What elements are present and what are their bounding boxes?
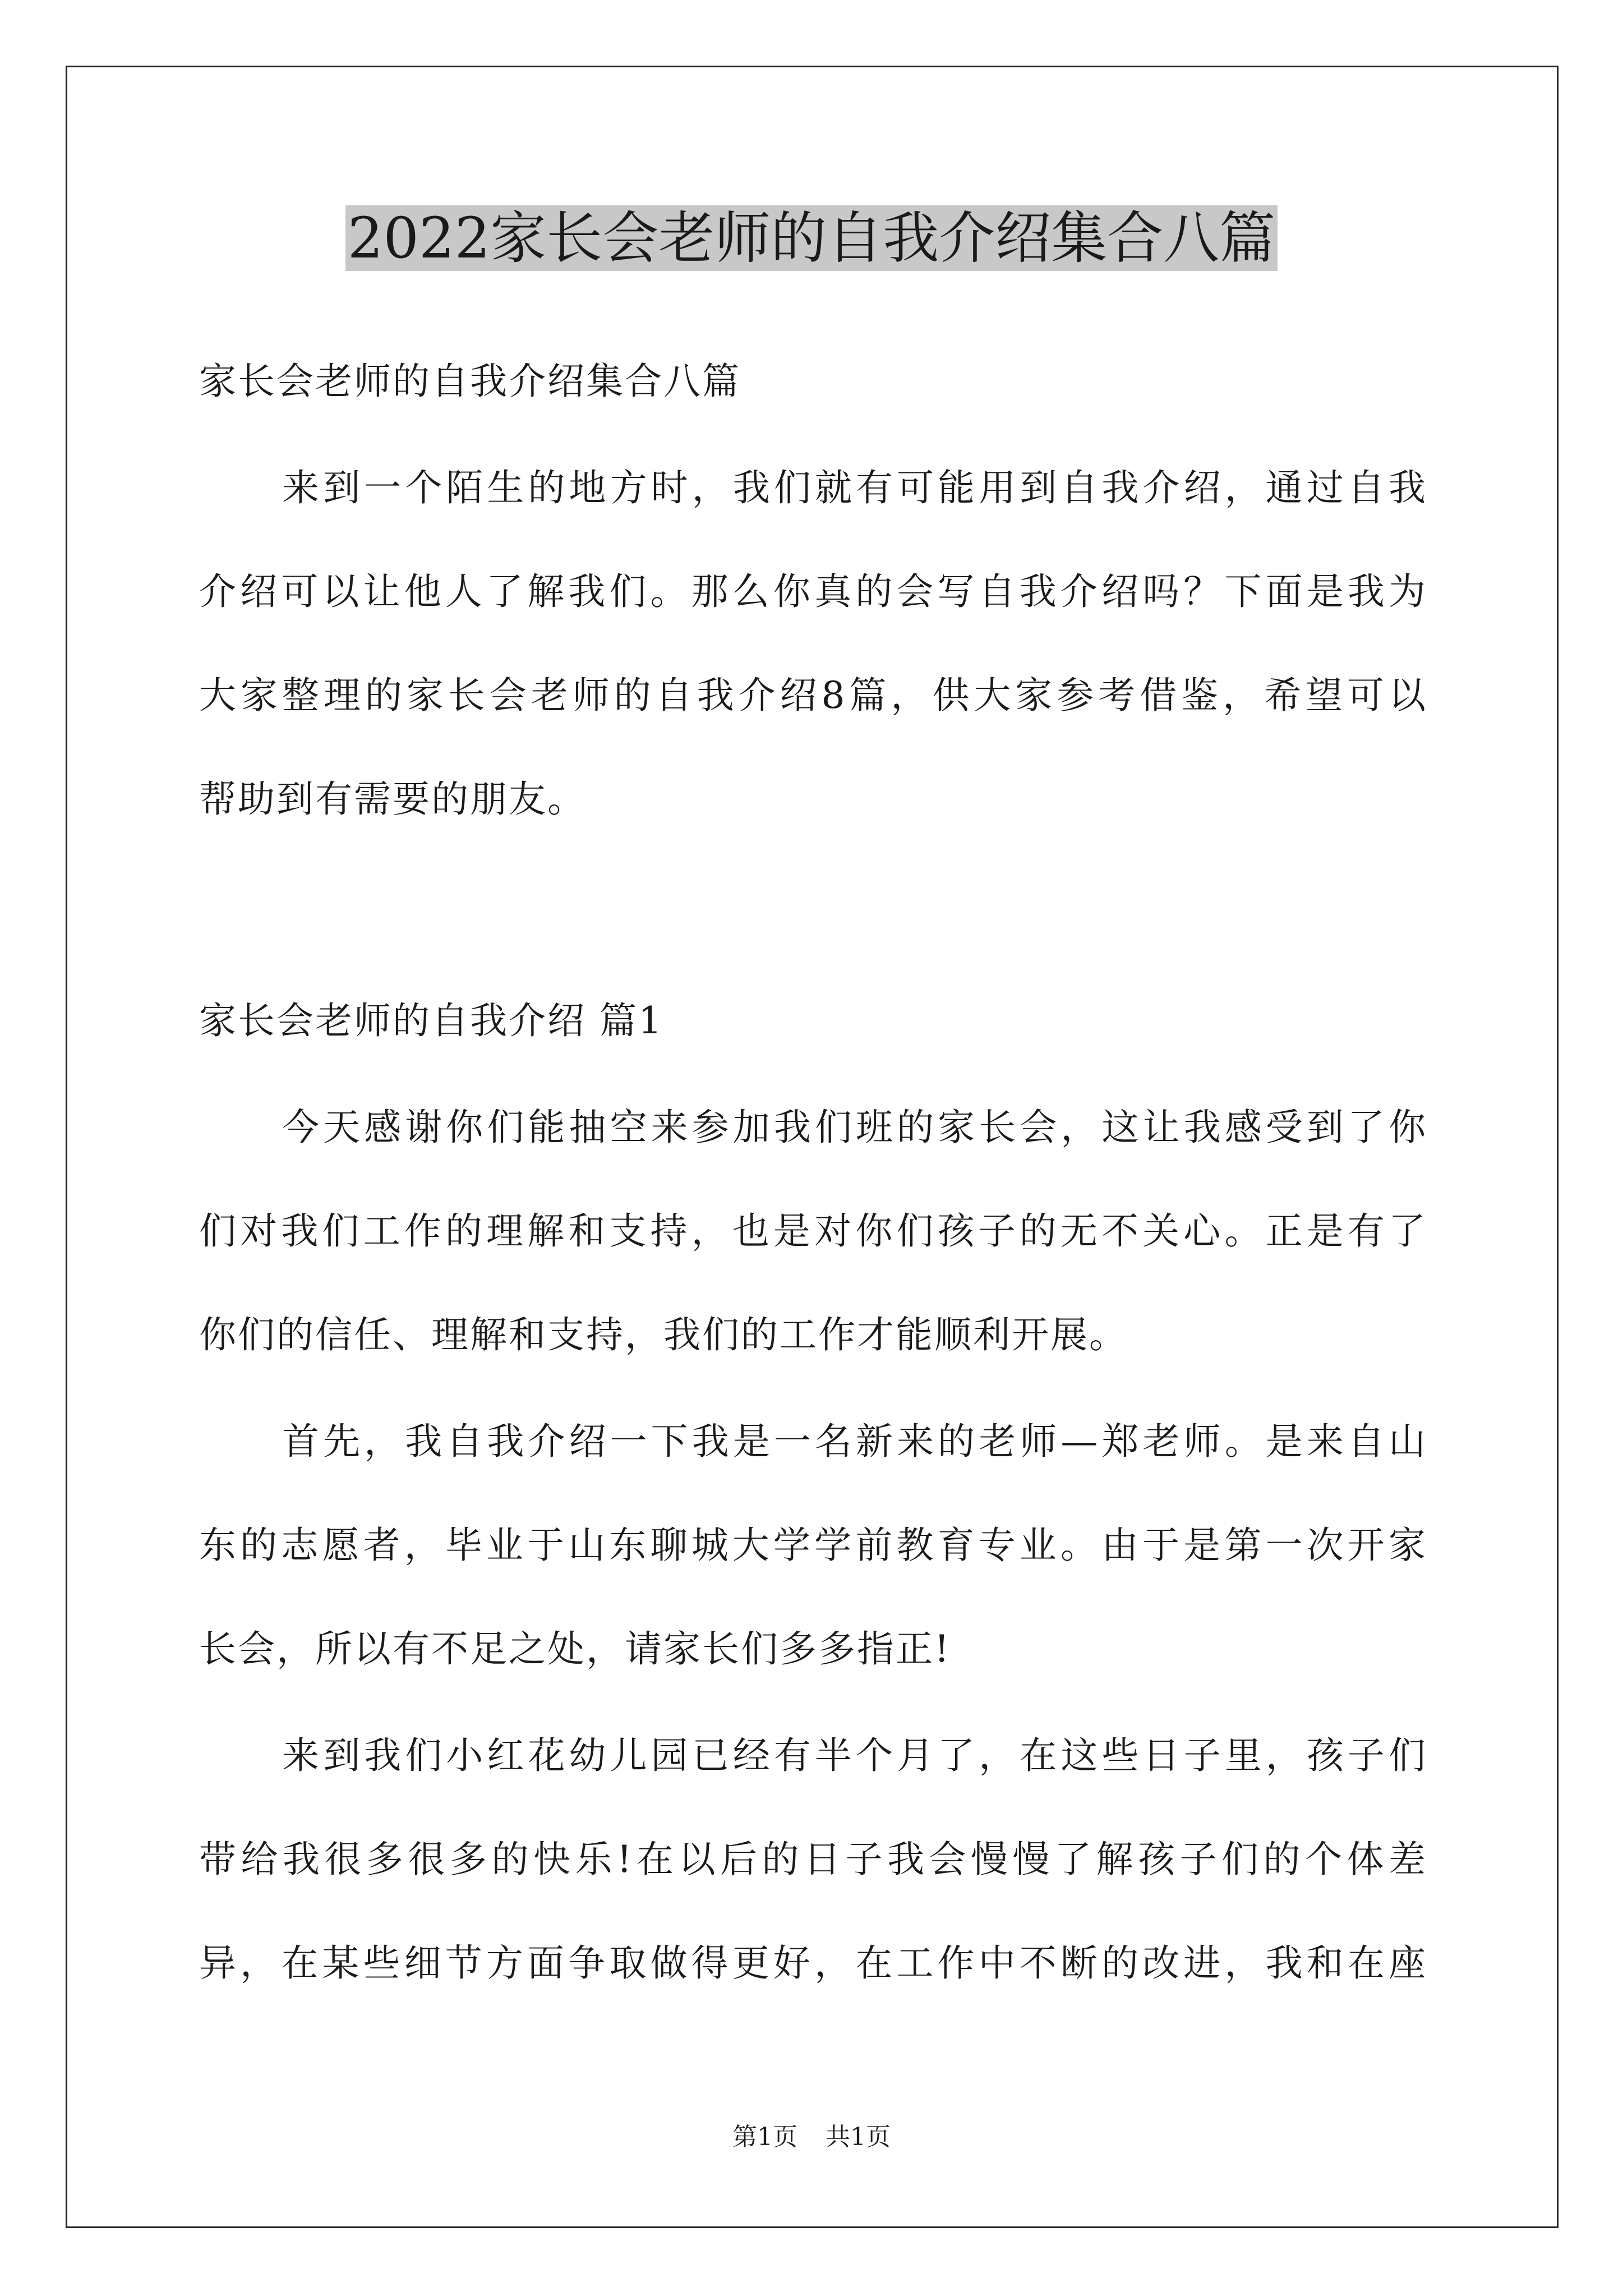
document-title-text: 2022家长会老师的自我介绍集合八篇 (345, 205, 1278, 271)
section-heading: 家长会老师的自我介绍 篇1 (199, 999, 663, 1042)
paragraph-line: 来到我们小红花幼儿园已经有半个月了，在这些日子里，孩子们 (282, 1734, 1427, 1777)
paragraph-line: 异，在某些细节方面争取做得更好，在工作中不断的改进，我和在座 (199, 1941, 1427, 1985)
paragraph-line: 带给我很多很多的快乐!在以后的日子我会慢慢了解孩子们的个体差 (199, 1838, 1427, 1881)
paragraph-line: 们对我们工作的理解和支持，也是对你们孩子的无不关心。正是有了 (199, 1209, 1427, 1253)
intro-line: 帮助到有需要的朋友。 (199, 777, 586, 821)
page-number: 第1页 (732, 2123, 797, 2151)
paragraph-line: 首先，我自我介绍一下我是一名新来的老师—郑老师。是来自山 (282, 1420, 1427, 1463)
intro-line: 大家整理的家长会老师的自我介绍8篇，供大家参考借鉴，希望可以 (199, 674, 1427, 717)
document-title (0, 202, 1623, 275)
paragraph-line: 今天感谢你们能抽空来参加我们班的家长会，这让我感受到了你 (282, 1106, 1427, 1149)
paragraph-line: 长会，所以有不足之处，请家长们多多指正! (199, 1627, 951, 1671)
subtitle: 家长会老师的自我介绍集合八篇 (199, 360, 741, 403)
page-footer (0, 2120, 1623, 2154)
paragraph-line: 东的志愿者，毕业于山东聊城大学学前教育专业。由于是第一次开家 (199, 1524, 1427, 1567)
intro-line: 介绍可以让他人了解我们。那么你真的会写自我介绍吗？下面是我为 (199, 570, 1427, 613)
intro-line: 来到一个陌生的地方时，我们就有可能用到自我介绍，通过自我 (282, 466, 1427, 509)
paragraph-line: 你们的信任、理解和支持，我们的工作才能顺利开展。 (199, 1313, 1128, 1356)
page-total: 共1页 (826, 2123, 891, 2151)
